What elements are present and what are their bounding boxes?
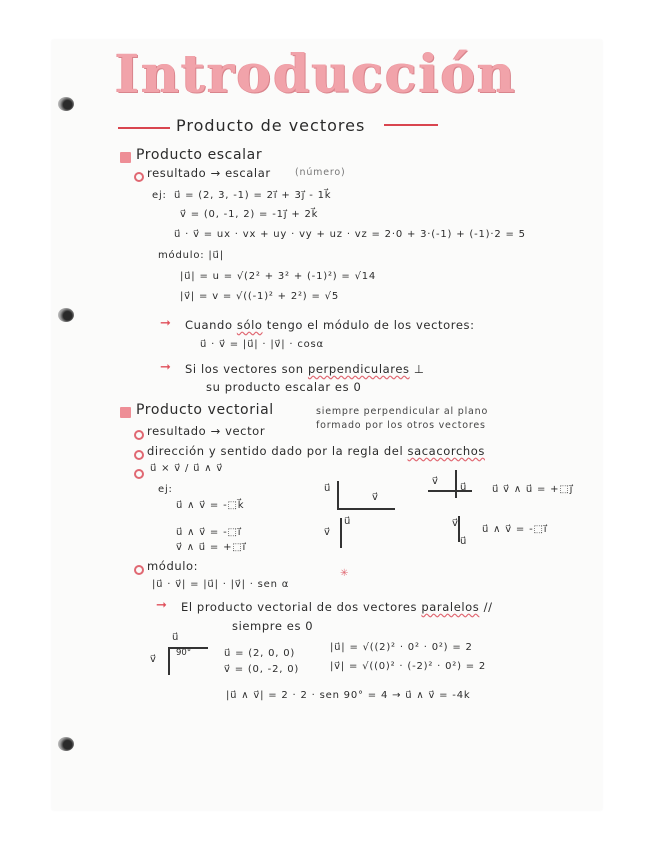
vectorial-side-note-2: formado por los otros vectores	[316, 420, 486, 431]
bullet-icon	[134, 430, 144, 440]
vectorial-ex5: u⃗ ∧ v⃗ = -⬚i⃗	[482, 524, 548, 535]
diagram-axis	[455, 470, 457, 498]
escalar-mod1: |u⃗| = u = √(2² + 3² + (-1)²) = √14	[180, 271, 377, 282]
bullet-icon	[134, 469, 144, 479]
arrow-icon: ➞	[156, 598, 168, 613]
vectorial-resultado: resultado → vector	[147, 424, 266, 438]
section-marker-icon	[120, 407, 131, 418]
diagram-label-v: v⃗	[432, 476, 438, 487]
escalar-note1-formula: u⃗ · v⃗ = |u⃗| · |v⃗| · cosα	[200, 339, 324, 350]
escalar-resultado: resultado → escalar	[147, 166, 271, 180]
diagram-label-u: u⃗	[460, 536, 467, 547]
page-title: Introducción	[115, 44, 517, 105]
binder-hole-icon	[58, 737, 74, 751]
arrow-icon: ➞	[160, 316, 172, 331]
final-mod-v: |v⃗| = √((0)² · (-2)² · 0²) = 2	[330, 661, 487, 672]
diagram-label-u: u⃗	[460, 482, 467, 493]
vectorial-notation: u⃗ × v⃗ / u⃗ ∧ v⃗	[150, 463, 224, 474]
vectorial-ex3: v⃗ ∧ u⃗ = +⬚i⃗	[176, 542, 247, 553]
angle-label: 90°	[176, 648, 192, 658]
vectorial-ej-label: ej:	[158, 484, 173, 495]
diagram-axis	[340, 518, 342, 548]
escalar-note2-line2: su producto escalar es 0	[206, 380, 362, 394]
escalar-modulo-label: módulo: |u⃗|	[158, 250, 224, 261]
vectorial-side-note-1: siempre perpendicular al plano	[316, 406, 489, 417]
escalar-ej-label: ej:	[152, 190, 167, 201]
diagram-label-v: v⃗	[150, 654, 156, 665]
diagram-label-v: v⃗	[372, 492, 378, 503]
escalar-eq3: u⃗ · v⃗ = ux · vx + uy · vy + uz · vz = 2·0 + 3·(-1) + (-1)·2 = 5	[174, 229, 526, 240]
arrow-icon: ➞	[160, 360, 172, 375]
subtitle-rule-right	[384, 124, 438, 126]
diagram-axis	[337, 508, 395, 510]
escalar-mod2: |v⃗| = v = √((-1)² + 2²) = √5	[180, 291, 339, 302]
section-heading-escalar: Producto escalar	[136, 147, 263, 163]
escalar-resultado-note: (número)	[295, 167, 346, 178]
escalar-note1: Cuando sólo tengo el módulo de los vectores:	[185, 318, 475, 332]
vectorial-direccion: dirección y sentido dado por la regla del sacacorchos	[147, 444, 485, 458]
vectorial-note-line2: siempre es 0	[232, 619, 314, 633]
final-v: v⃗ = (0, -2, 0)	[224, 664, 300, 675]
diagram-label-u: u⃗	[344, 516, 351, 527]
escalar-eq2: v⃗ = (0, -1, 2) = -1j⃗ + 2k⃗	[180, 209, 319, 220]
final-result: |u⃗ ∧ v⃗| = 2 · 2 · sen 90° = 4 → u⃗ ∧ v⃗ = -4k	[226, 690, 471, 701]
sparkle-icon: ✳	[340, 568, 349, 579]
bullet-icon	[134, 450, 144, 460]
diagram-label-u: u⃗	[172, 632, 179, 643]
binder-hole-icon	[58, 308, 74, 322]
section-heading-vectorial: Producto vectorial	[136, 402, 274, 418]
final-u: u⃗ = (2, 0, 0)	[224, 648, 296, 659]
diagram-axis	[168, 647, 170, 675]
bullet-icon	[134, 172, 144, 182]
vectorial-note: El producto vectorial de dos vectores paralelos //	[181, 600, 493, 614]
vectorial-ex4: u⃗ v⃗ ∧ u⃗ = +⬚j⃗	[492, 484, 574, 495]
subtitle: Producto de vectores	[176, 116, 366, 135]
vectorial-mod-formula: |u⃗ · v⃗| = |u⃗| · |v⃗| · sen α	[152, 579, 290, 590]
bullet-icon	[134, 565, 144, 575]
vectorial-ex2: u⃗ ∧ v⃗ = -⬚i⃗	[176, 527, 242, 538]
escalar-eq1: u⃗ = (2, 3, -1) = 2i⃗ + 3j⃗ - 1k⃗	[174, 190, 332, 201]
diagram-label-u: u⃗	[324, 483, 331, 494]
escalar-note2: Si los vectores son perpendiculares ⊥	[185, 362, 425, 376]
subtitle-rule-left	[118, 127, 170, 129]
vectorial-ex1: u⃗ ∧ v⃗ = -⬚k⃗	[176, 500, 245, 511]
diagram-label-v: v⃗	[324, 527, 330, 538]
binder-hole-icon	[58, 97, 74, 111]
vectorial-modulo-label: módulo:	[147, 559, 199, 573]
section-marker-icon	[120, 152, 131, 163]
diagram-label-v: v⃗	[452, 518, 458, 529]
diagram-axis	[337, 481, 339, 509]
final-mod-u: |u⃗| = √((2)² · 0² · 0²) = 2	[330, 642, 473, 653]
